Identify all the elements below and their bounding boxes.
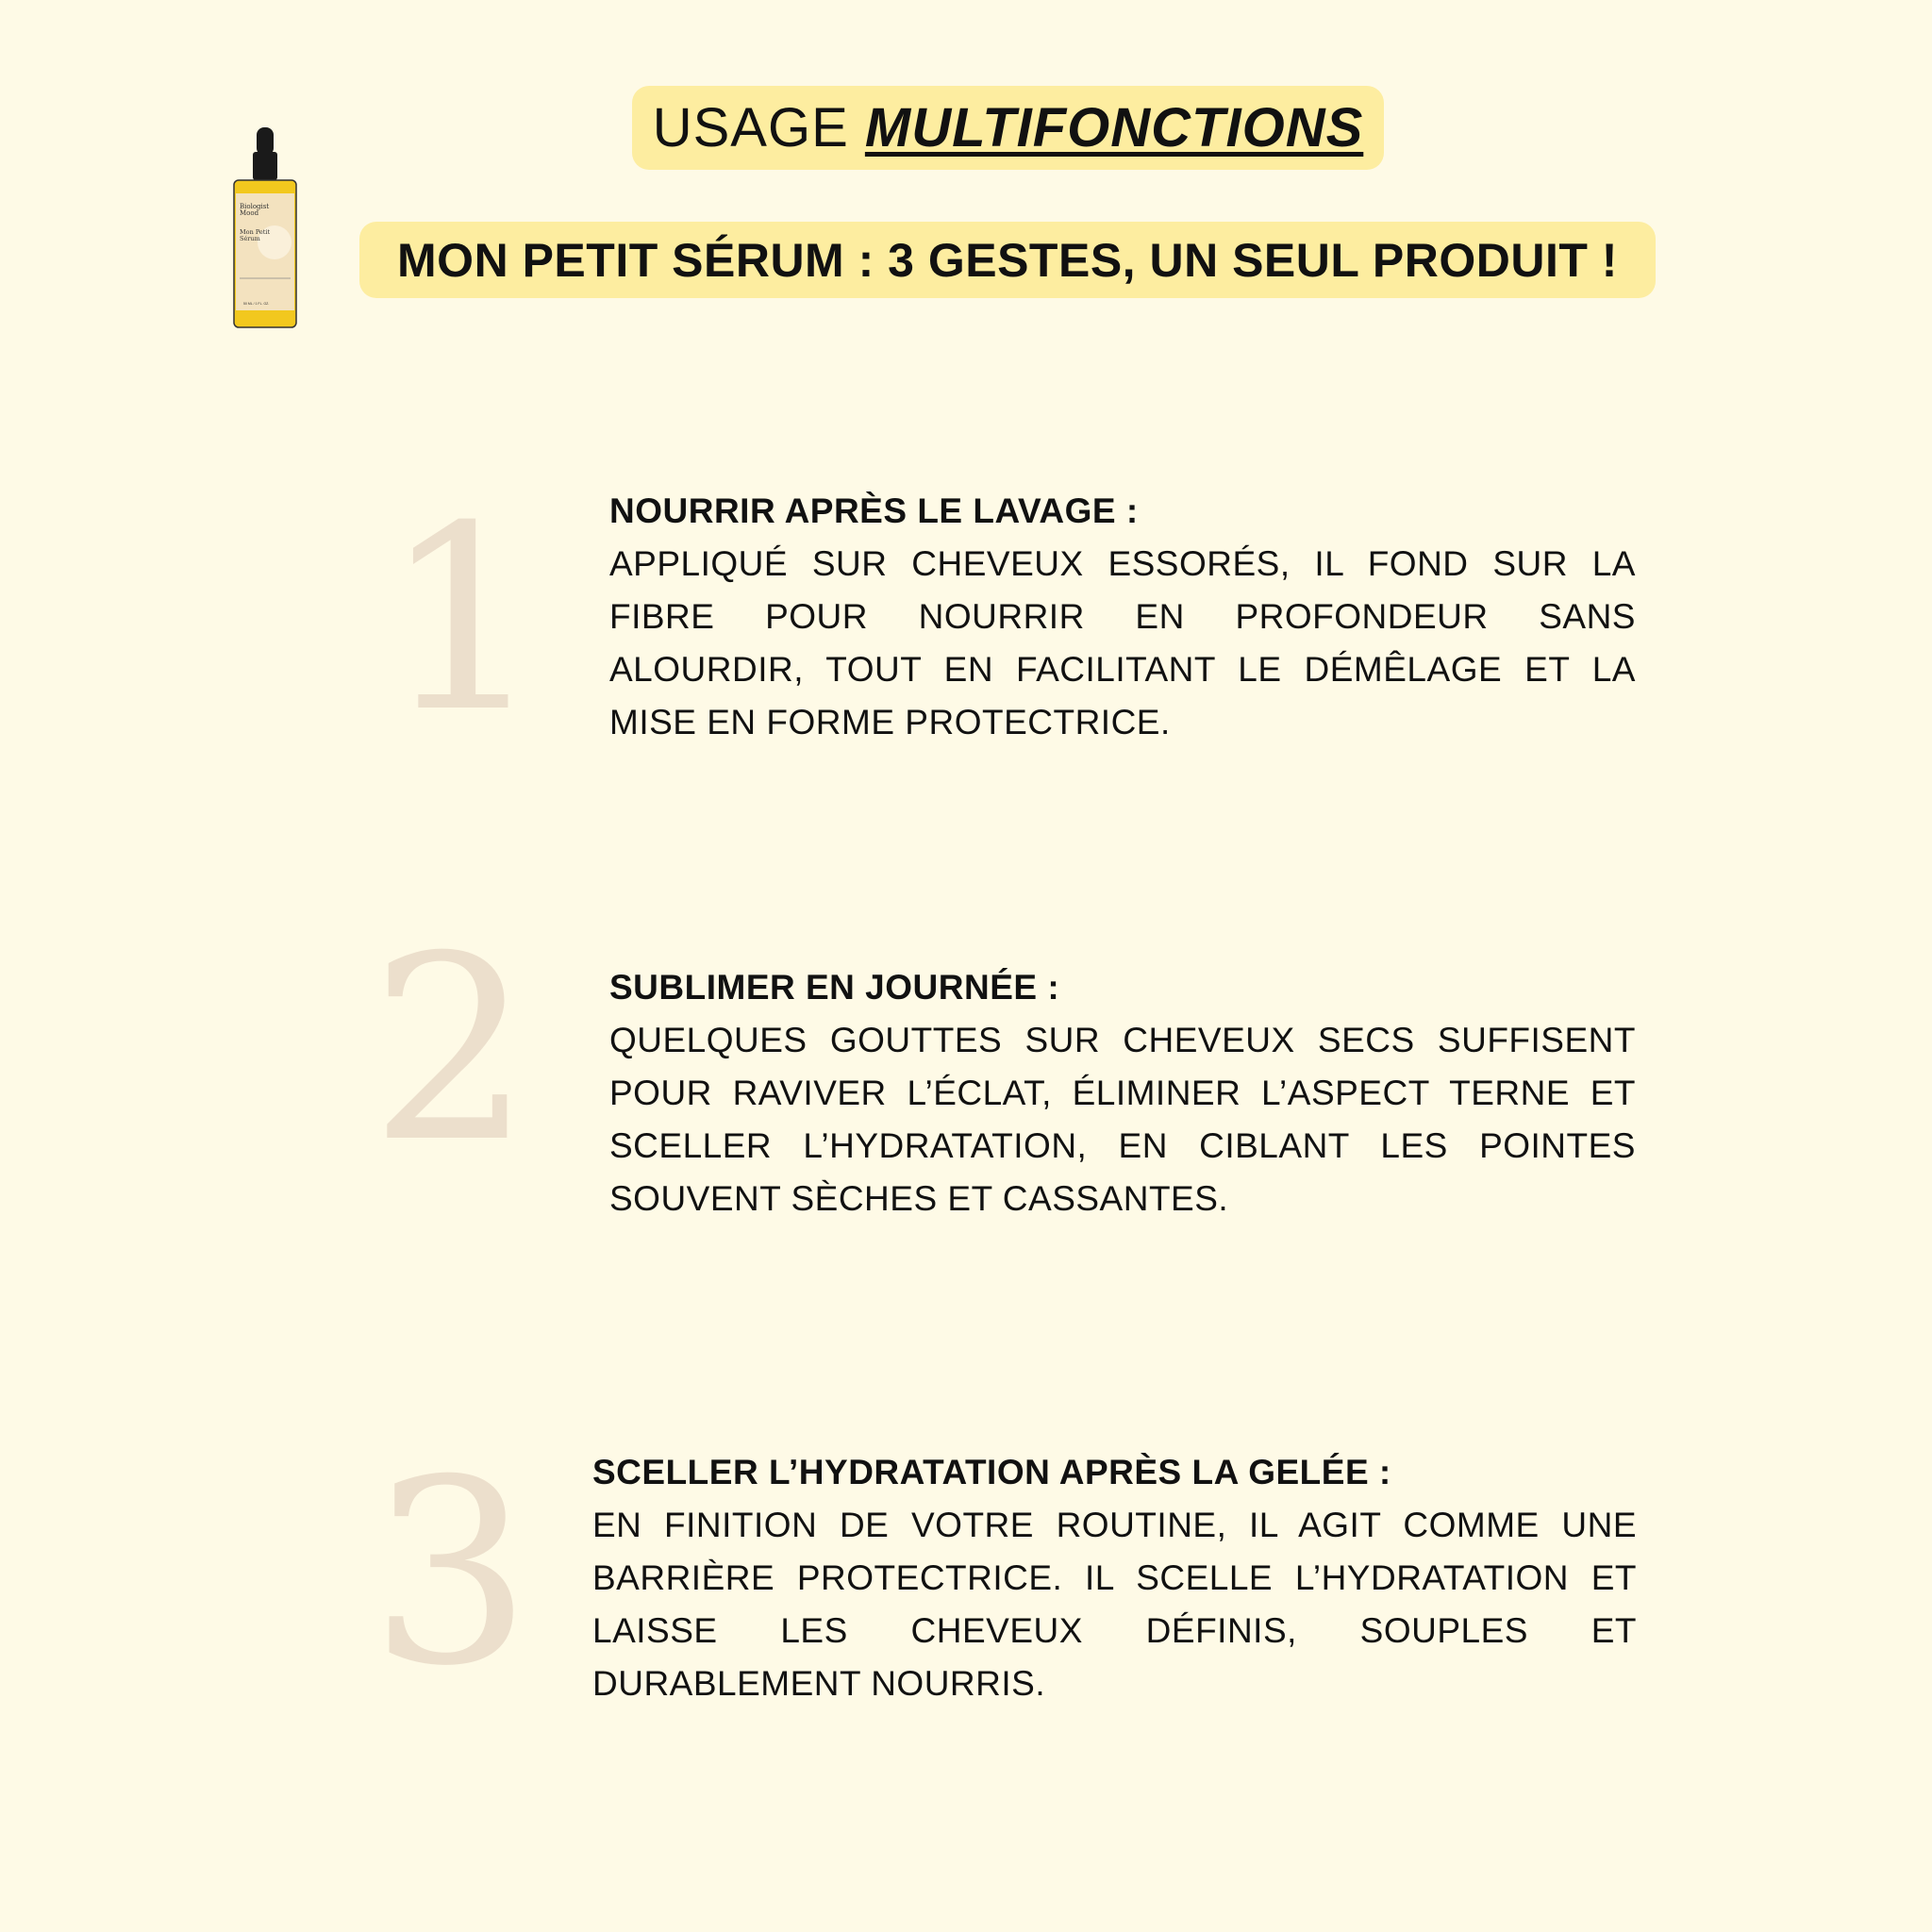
step-3-text: EN FINITION DE VOTRE ROUTINE, IL AGIT COMME UNE BARRIÈRE PROTECTRICE. IL SCELLE L’HYDRATATION ET LAISSE LES CHEVEUX DÉFINIS, SOUPLES ET DURABLEMENT NOURRIS.: [592, 1506, 1637, 1703]
svg-text:Mon Petit: Mon Petit: [240, 228, 271, 236]
subtitle: MON PETIT SÉRUM : 3 GESTES, UN SEUL PRODUIT !: [397, 233, 1618, 287]
step-2-text: QUELQUES GOUTTES SUR CHEVEUX SECS SUFFISENT POUR RAVIVER L’ÉCLAT, ÉLIMINER L’ASPECT TERNE ET SCELLER L’HYDRATATION, EN CIBLANT LES POINTES SOUVENT SÈCHES ET CASSANTES.: [609, 1021, 1636, 1218]
step-2-heading: SUBLIMER EN JOURNÉE :: [609, 968, 1060, 1007]
title-banner: [632, 86, 1384, 170]
title-plain: USAGE: [652, 97, 865, 158]
step-1: [609, 485, 1636, 749]
svg-text:50 ML / 1 FL. OZ.: 50 ML / 1 FL. OZ.: [243, 302, 270, 306]
step-3-heading: SCELLER L’HYDRATATION APRÈS LA GELÉE :: [592, 1453, 1391, 1491]
step-number-1: 1: [382, 471, 544, 768]
step-1-heading: NOURRIR APRÈS LE LAVAGE :: [609, 491, 1139, 530]
serum-bottle-image: [232, 127, 298, 331]
svg-text:Biologist: Biologist: [240, 203, 270, 210]
subtitle-banner: [359, 222, 1656, 298]
step-1-text: APPLIQUÉ SUR CHEVEUX ESSORÉS, IL FOND SUR LA FIBRE POUR NOURRIR EN PROFONDEUR SANS ALOURDIR, TOUT EN FACILITANT LE DÉMÊLAGE ET LA MISE EN FORME PROTECTRICE.: [609, 544, 1636, 741]
step-number-3: 3: [370, 1424, 532, 1722]
step-number-2: 2: [370, 901, 532, 1198]
svg-text:Sérum: Sérum: [240, 235, 260, 242]
svg-text:Mood: Mood: [240, 209, 259, 217]
title-emphasis: MULTIFONCTIONS: [864, 97, 1364, 158]
step-3: [592, 1446, 1637, 1710]
step-2: [609, 961, 1636, 1225]
